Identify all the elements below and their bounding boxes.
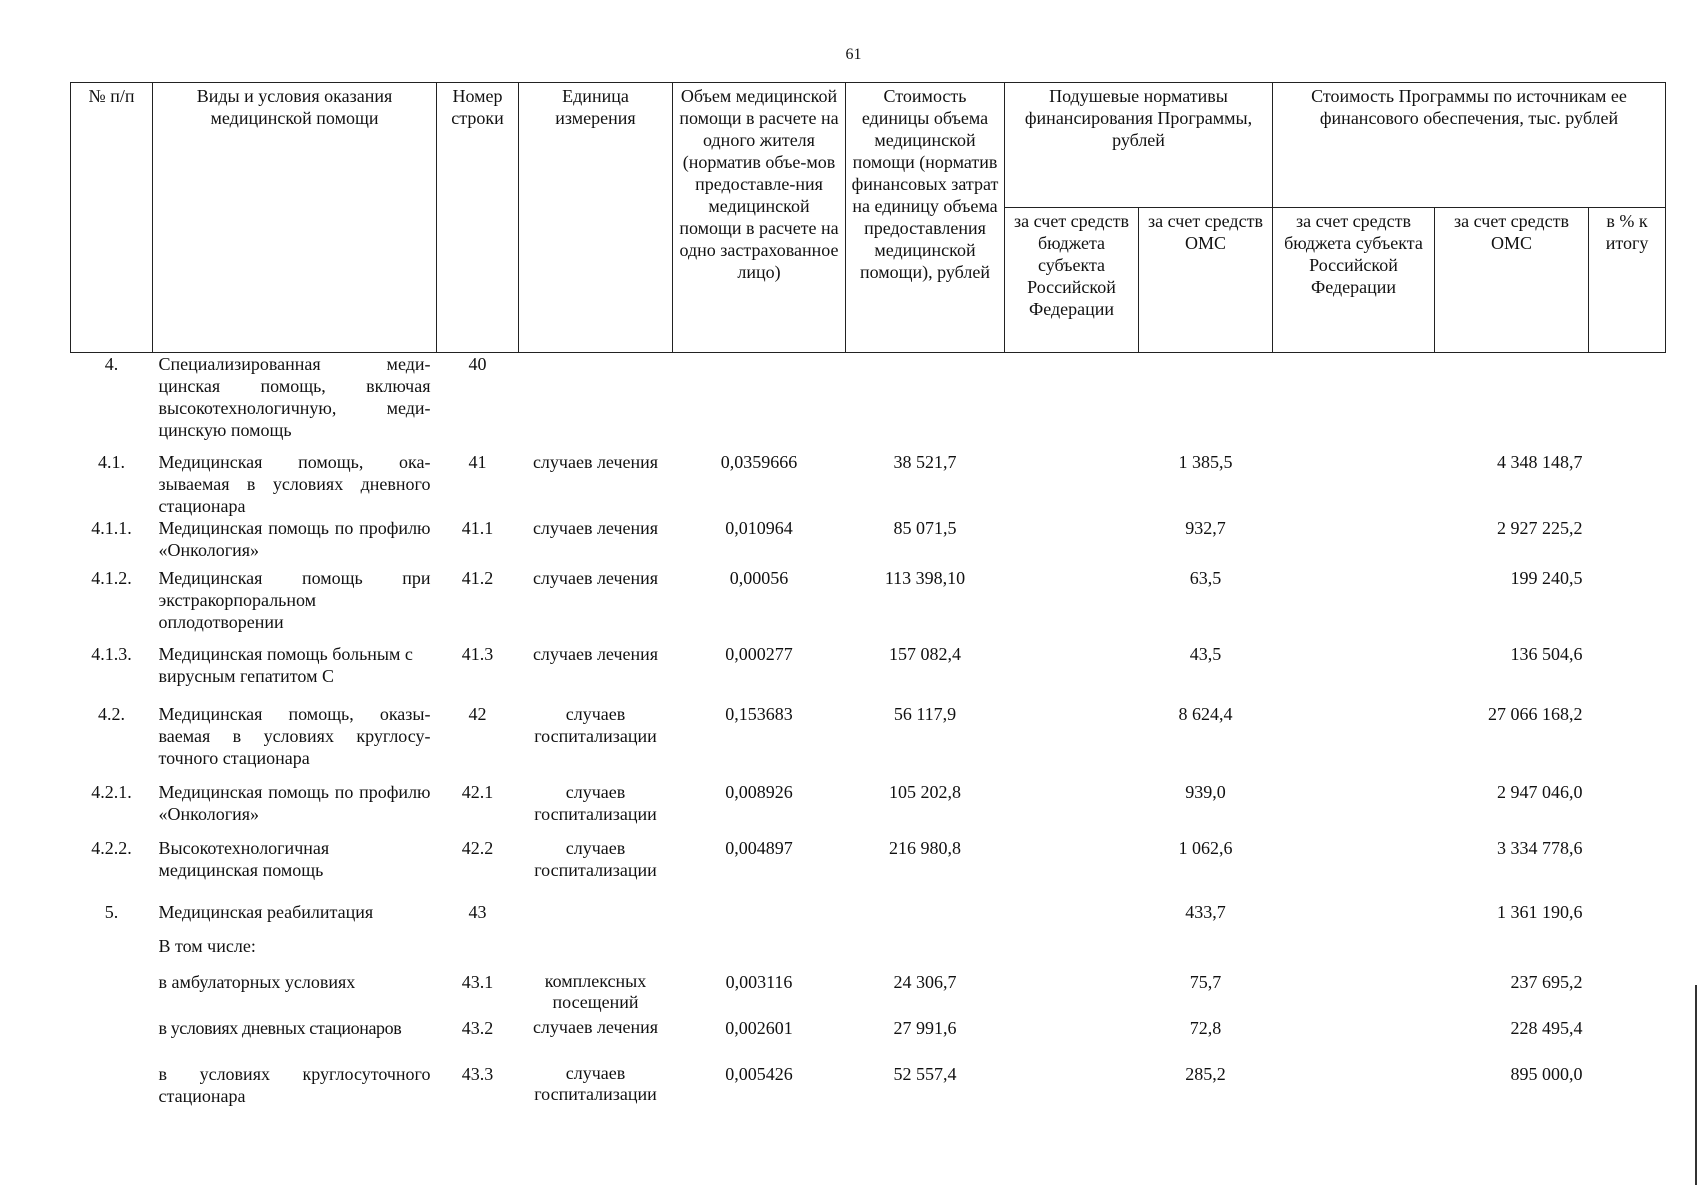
row-cost: 216 980,8 xyxy=(889,838,961,858)
row-pc-oms: 63,5 xyxy=(1189,568,1222,588)
row-line: 42.2 xyxy=(461,838,494,858)
row-cost xyxy=(846,935,1005,971)
row-volume xyxy=(673,935,846,971)
table-header xyxy=(71,83,1666,353)
row-line: 41.3 xyxy=(461,644,494,664)
row-volume: 0,008926 xyxy=(725,782,793,802)
row-number: 4.1.1. xyxy=(91,518,132,538)
row-volume: 0,153683 xyxy=(725,704,793,724)
row-cost: 157 082,4 xyxy=(889,644,961,664)
row-unit: случаев госпитализации xyxy=(534,704,657,746)
row-unit: случаев лечения xyxy=(532,568,659,588)
table-row xyxy=(71,703,1666,781)
row-pr-percent xyxy=(1589,837,1666,901)
row-pr-budget xyxy=(1273,353,1435,452)
row-cost: 85 071,5 xyxy=(893,518,957,538)
row-number: 4. xyxy=(104,354,119,374)
header-pr-oms: за счет средств ОМС xyxy=(1435,208,1589,353)
table-row xyxy=(71,517,1666,567)
row-pc-oms xyxy=(1139,353,1273,452)
row-number: 5. xyxy=(104,902,119,922)
row-cost: 113 398,10 xyxy=(884,568,966,588)
row-pc-budget xyxy=(1005,971,1139,1017)
row-pr-oms: 3 334 778,6 xyxy=(1497,838,1583,858)
row-pc-oms: 285,2 xyxy=(1185,1064,1226,1084)
row-cost: 27 991,6 xyxy=(893,1018,957,1038)
header-col-unit: Единица измерения xyxy=(519,83,673,353)
table-row xyxy=(71,451,1666,517)
row-pr-percent xyxy=(1589,703,1666,781)
row-pr-percent xyxy=(1589,971,1666,1017)
row-cost: 24 306,7 xyxy=(893,972,957,992)
row-volume: 0,000277 xyxy=(725,644,793,664)
row-pc-oms: 1 062,6 xyxy=(1178,838,1233,858)
row-pr-percent xyxy=(1589,567,1666,643)
row-pr-percent xyxy=(1589,1017,1666,1063)
row-unit: случаев госпитализации xyxy=(534,838,657,880)
table-row xyxy=(71,567,1666,643)
row-volume xyxy=(673,901,846,935)
row-number: 4.1.3. xyxy=(91,644,132,664)
header-col-cost: Стоимость единицы объема медицинской помощи (норматив финансовых затрат на единицу объема предоставления медицинской помощи), рублей xyxy=(846,83,1005,353)
row-pr-oms: 228 495,4 xyxy=(1510,1018,1583,1038)
row-pc-oms: 433,7 xyxy=(1185,902,1226,922)
row-pr-percent xyxy=(1589,353,1666,452)
row-pr-oms: 199 240,5 xyxy=(1510,568,1583,588)
row-name: в амбулаторных условиях xyxy=(158,972,356,992)
row-unit: случаев лечения xyxy=(532,518,659,538)
row-pc-oms: 939,0 xyxy=(1185,782,1226,802)
row-pr-oms xyxy=(1435,353,1589,452)
row-line: 42.1 xyxy=(461,782,494,802)
row-volume: 0,00056 xyxy=(729,568,789,588)
row-unit: случаев лечения xyxy=(532,452,659,472)
row-name: Медицинская помощь по профилю «Онкология» xyxy=(158,518,431,560)
row-pc-oms: 75,7 xyxy=(1189,972,1222,992)
row-pc-budget xyxy=(1005,451,1139,517)
table-row xyxy=(71,1017,1666,1063)
row-pr-oms xyxy=(1435,935,1589,971)
row-volume: 0,005426 xyxy=(725,1064,793,1084)
header-group-program: Стоимость Программы по источникам ее финансового обеспечения, тыс. рублей xyxy=(1273,83,1666,208)
row-pr-budget xyxy=(1273,1063,1435,1111)
table-row xyxy=(71,353,1666,452)
row-number: 4.1. xyxy=(98,452,125,472)
row-volume: 0,010964 xyxy=(725,518,793,538)
row-name: в условиях дневных стационаров xyxy=(158,1018,402,1038)
row-number xyxy=(71,1063,153,1111)
row-pr-oms: 2 947 046,0 xyxy=(1497,782,1583,802)
table-row xyxy=(71,837,1666,901)
row-pr-budget xyxy=(1273,451,1435,517)
row-unit: случаев лечения xyxy=(532,1017,659,1037)
table-row xyxy=(71,643,1666,703)
row-pc-budget xyxy=(1005,781,1139,837)
row-pr-oms: 4 348 148,7 xyxy=(1497,452,1583,472)
row-pr-budget xyxy=(1273,837,1435,901)
row-pc-budget xyxy=(1005,1063,1139,1111)
row-pc-oms: 72,8 xyxy=(1189,1018,1222,1038)
row-pr-percent xyxy=(1589,1063,1666,1111)
header-group-per-capita: Подушевые нормативы финансирования Программы, рублей xyxy=(1005,83,1273,208)
row-name: в условиях круглосуточного стационара xyxy=(158,1064,431,1106)
row-pr-budget xyxy=(1273,1017,1435,1063)
row-name: Медицинская помощь по профилю «Онкология» xyxy=(158,782,431,824)
header-pc-oms: за счет средств ОМС xyxy=(1139,208,1273,353)
header-pr-percent: в % к итогу xyxy=(1589,208,1666,353)
table-row xyxy=(71,935,1666,971)
table-row xyxy=(71,971,1666,1017)
row-pc-budget xyxy=(1005,517,1139,567)
table-body xyxy=(71,353,1666,1112)
row-cost xyxy=(846,353,1005,452)
row-pr-oms: 136 504,6 xyxy=(1510,644,1583,664)
row-pr-budget xyxy=(1273,781,1435,837)
row-volume: 0,0359666 xyxy=(720,452,798,472)
row-pr-oms: 895 000,0 xyxy=(1510,1064,1583,1084)
row-volume: 0,004897 xyxy=(725,838,793,858)
row-pc-oms: 1 385,5 xyxy=(1178,452,1233,472)
row-line: 42 xyxy=(468,704,487,724)
row-number xyxy=(71,1017,153,1063)
table-row xyxy=(71,1063,1666,1111)
row-line: 43 xyxy=(468,902,487,922)
row-pr-percent xyxy=(1589,935,1666,971)
row-pr-percent xyxy=(1589,781,1666,837)
row-cost xyxy=(846,901,1005,935)
row-line: 43.1 xyxy=(461,972,494,992)
row-line xyxy=(437,935,519,971)
page-number: 61 xyxy=(845,46,862,63)
row-name: Высокотехнологичная медицинская помощь xyxy=(158,838,330,880)
row-pc-oms: 8 624,4 xyxy=(1178,704,1233,724)
row-number: 4.2. xyxy=(98,704,125,724)
header-pr-budget: за счет средств бюджета субъекта Российской Федерации xyxy=(1273,208,1435,353)
row-unit: случаев госпитализации xyxy=(534,1063,657,1104)
row-number xyxy=(71,935,153,971)
row-volume: 0,003116 xyxy=(725,972,793,992)
row-name: Медицинская реабилитация xyxy=(158,902,374,922)
row-line: 43.3 xyxy=(461,1064,494,1084)
row-name: Медицинская помощь, ока-зываемая в условиях дневного стационара xyxy=(158,452,431,516)
row-name: Специализированная меди-цинская помощь, включая высокотехнологичную, меди-цинскую помощь xyxy=(158,354,431,440)
row-number: 4.2.2. xyxy=(91,838,132,858)
row-pc-budget xyxy=(1005,703,1139,781)
row-line: 41 xyxy=(468,452,487,472)
row-pr-percent xyxy=(1589,643,1666,703)
row-line: 41.1 xyxy=(461,518,494,538)
row-cost: 52 557,4 xyxy=(893,1064,957,1084)
row-number xyxy=(71,971,153,1017)
row-name: В том числе: xyxy=(158,936,256,956)
row-volume: 0,002601 xyxy=(725,1018,793,1038)
row-cost: 38 521,7 xyxy=(893,452,957,472)
row-unit: случаев госпитализации xyxy=(534,782,657,824)
row-pr-budget xyxy=(1273,971,1435,1017)
header-col-no: № п/п xyxy=(71,83,153,353)
row-pc-budget xyxy=(1005,901,1139,935)
row-unit xyxy=(519,901,673,935)
row-pr-percent xyxy=(1589,517,1666,567)
row-pr-budget xyxy=(1273,935,1435,971)
row-pc-oms: 932,7 xyxy=(1185,518,1226,538)
row-pr-budget xyxy=(1273,567,1435,643)
table-row xyxy=(71,781,1666,837)
header-col-volume: Объем медицинской помощи в расчете на одного жителя (норматив объе-мов предоставле-ния медицинской помощи в расчете на одно застрахованное лицо) xyxy=(673,83,846,353)
row-pr-budget xyxy=(1273,901,1435,935)
header-pc-budget: за счет средств бюджета субъекта Российской Федерации xyxy=(1005,208,1139,353)
row-pr-budget xyxy=(1273,703,1435,781)
row-pc-budget xyxy=(1005,935,1139,971)
row-pc-budget xyxy=(1005,353,1139,452)
row-cost: 56 117,9 xyxy=(893,704,957,724)
row-pr-percent xyxy=(1589,901,1666,935)
row-name: Медицинская помощь больным с вирусным гепатитом С xyxy=(158,644,413,686)
header-col-line: Номер строки xyxy=(437,83,519,353)
row-line: 40 xyxy=(468,354,487,374)
row-pr-oms: 2 927 225,2 xyxy=(1497,518,1583,538)
row-pc-budget xyxy=(1005,837,1139,901)
header-col-type: Виды и условия оказания медицинской помощи xyxy=(153,83,437,353)
row-pc-budget xyxy=(1005,567,1139,643)
row-unit: случаев лечения xyxy=(532,644,659,664)
row-line: 43.2 xyxy=(461,1018,494,1038)
row-pr-oms: 27 066 168,2 xyxy=(1488,704,1583,724)
row-name: Медицинская помощь, оказы-ваемая в условиях круглосу-точного стационара xyxy=(158,704,431,768)
row-pr-oms: 237 695,2 xyxy=(1510,972,1583,992)
row-pr-budget xyxy=(1273,517,1435,567)
row-pc-oms xyxy=(1139,935,1273,971)
table-row xyxy=(71,901,1666,935)
row-number: 4.1.2. xyxy=(91,568,132,588)
row-pc-budget xyxy=(1005,1017,1139,1063)
row-unit xyxy=(519,935,673,971)
row-cost: 105 202,8 xyxy=(889,782,961,802)
row-pr-percent xyxy=(1589,451,1666,517)
financing-table xyxy=(70,82,1666,1111)
row-name: Медицинская помощь при экстракорпоральном оплодотворении xyxy=(158,568,431,632)
row-line: 41.2 xyxy=(461,568,494,588)
row-pr-budget xyxy=(1273,643,1435,703)
row-pc-budget xyxy=(1005,643,1139,703)
row-volume xyxy=(673,353,846,452)
row-unit: комплексных посещений xyxy=(544,971,647,1012)
row-unit xyxy=(519,353,673,452)
row-pr-oms: 1 361 190,6 xyxy=(1497,902,1583,922)
row-number: 4.2.1. xyxy=(91,782,132,802)
row-pc-oms: 43,5 xyxy=(1189,644,1222,664)
